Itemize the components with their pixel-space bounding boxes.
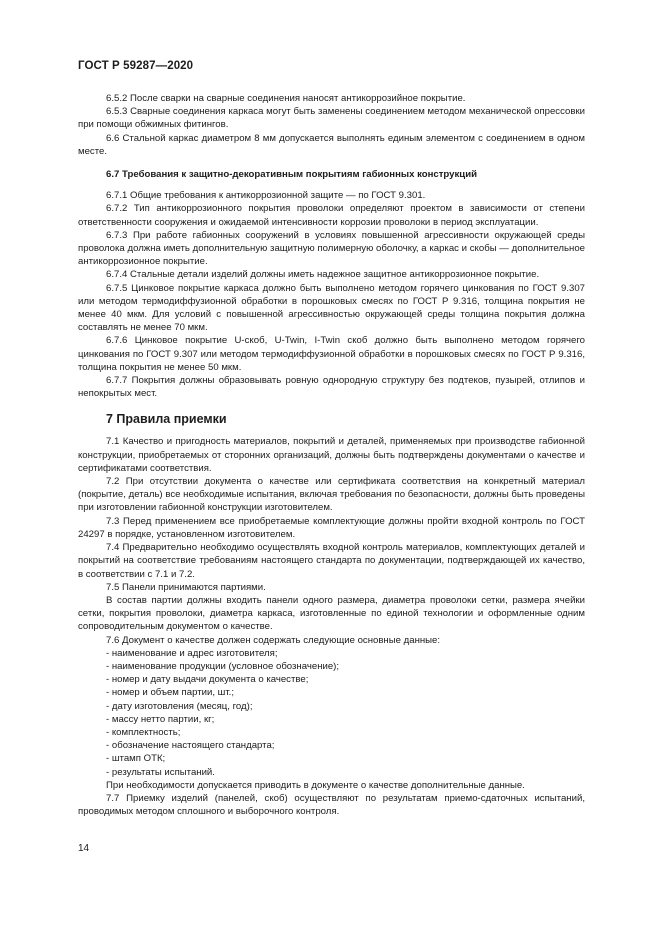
list-item: - номер и объем партии, шт.; bbox=[106, 687, 235, 699]
paragraph-6-7-6: 6.7.6 Цинковое покрытие U-скоб, U-Twin, I-Twin скоб должно быть выполнено методом горячего цинкования по ГОСТ 9.307 или методом термодиффузионной обработки в порошковых смесях по ГОСТ Р 9.316, толщина покрытия не менее 50 мкм. bbox=[78, 335, 585, 373]
paragraph-7-7: 7.7 Приемку изделий (панелей, скоб) осуществляют по результатам приемо-сдаточных испытаний, проводимых методом сплошного и выборочного контроля. bbox=[78, 792, 585, 818]
paragraph-6-7-5: 6.7.5 Цинковое покрытие каркаса должно быть выполнено методом горячего цинкования по ГОСТ 9.307 или методом термодиффузионной обработки в порошковых смесях по ГОСТ Р 9.316, толщина покрытия не менее 40 мкм. Для условий с повышенной агрессивностью окружающей среды толщина покрытия должна составлять не менее 70 мкм. bbox=[78, 282, 585, 334]
list-item: - обозначение настоящего стандарта; bbox=[106, 740, 275, 752]
page-number: 14 bbox=[78, 843, 90, 854]
paragraph-6-7-4: 6.7.4 Стальные детали изделий должны иметь надежное защитное антикоррозионное покрытие. bbox=[106, 269, 540, 281]
list-item: - штамп ОТК; bbox=[106, 753, 166, 765]
paragraph-6-5-3: 6.5.3 Сварные соединения каркаса могут быть заменены соединением методом механической опрессовки при помощи обжимных фитингов. bbox=[78, 106, 585, 131]
paragraph-6-5-2: 6.5.2 После сварки на сварные соединения наносят антикоррозийное покрытие. bbox=[106, 93, 466, 104]
list-item: - наименование и адрес изготовителя; bbox=[106, 647, 278, 659]
document-body bbox=[78, 92, 585, 818]
paragraph-6-6: 6.6 Стальной каркас диаметром 8 мм допускается выполнять единым элементом с соединением в одном месте. bbox=[78, 132, 585, 157]
list-item: - массу нетто партии, кг; bbox=[106, 713, 215, 725]
paragraph-7-6: 7.6 Документ о качестве должен содержать следующие основные данные: bbox=[106, 634, 441, 646]
quality-document-data-list bbox=[78, 647, 585, 779]
list-item: - номер и дату выдачи документа о качестве; bbox=[106, 674, 309, 686]
paragraph-6-7-1: 6.7.1 Общие требования к антикоррозионной защите — по ГОСТ 9.301. bbox=[106, 190, 426, 202]
paragraph-7-5: 7.5 Панели принимаются партиями. bbox=[106, 581, 266, 593]
paragraph-additional-data: При необходимости допускается приводить в документе о качестве дополнительные данные. bbox=[106, 779, 525, 791]
paragraph-7-4: 7.4 Предварительно необходимо осуществлять входной контроль материалов, комплектующих деталей и покрытий на соответствие требованиям настоящего стандарта по документации, подтверждающей их качество, в соответствии с 7.1 и 7.2. bbox=[78, 542, 585, 580]
paragraph-7-3: 7.3 Перед применением все приобретаемые комплектующие должны пройти входной контроль по ГОСТ 24297 в порядке, установленном изготовителем. bbox=[78, 515, 585, 540]
subsection-heading-6-7: 6.7 Требования к защитно-декоративным покрытиям габионных конструкций bbox=[106, 169, 477, 181]
list-item: - комплектность; bbox=[106, 726, 181, 738]
list-item: - дату изготовления (месяц, год); bbox=[106, 700, 253, 712]
section-heading-7: 7 Правила приемки bbox=[106, 412, 227, 427]
paragraph-7-1: 7.1 Качество и пригодность материалов, покрытий и деталей, применяемых при производстве габионной конструкции, приобретаемых от сторонних организаций, должны быть подтверждены документами о качестве и сертификатами соответствия. bbox=[78, 436, 585, 474]
paragraph-6-7-2: 6.7.2 Тип антикоррозионного покрытия проволоки определяют проектом в зависимости от степени ответственности сооружения и ожидаемой интенсивности коррозии проволоки в период эксплуатации. bbox=[78, 203, 585, 228]
paragraph-batch-composition: В состав партии должны входить панели одного размера, диаметра проволоки сетки, размера ячейки сетки, покрытия проволоки, диаметра каркаса, изготовленные по единой технологии и оформленные одним сопроводительным документом о качестве. bbox=[78, 594, 585, 633]
list-item: - результаты испытаний. bbox=[106, 766, 215, 778]
paragraph-7-2: 7.2 При отсутствии документа о качестве или сертификата соответствия на конкретный материал (покрытие, деталь) все необходимые испытания, включая требования по безопасности, должны быть проведены при изготовлении габионной конструкции изготовителем. bbox=[78, 476, 585, 514]
document-header-title: ГОСТ Р 59287—2020 bbox=[78, 60, 194, 72]
paragraph-6-7-3: 6.7.3 При работе габионных сооружений в условиях повышенной агрессивности окружающей среды проволока должна иметь дополнительную защитную полимерную оболочку, а каркас и скобы — дополнительное антикоррозионное покрытие. bbox=[78, 229, 585, 268]
list-item: - наименование продукции (условное обозначение); bbox=[106, 660, 340, 672]
paragraph-6-7-7: 6.7.7 Покрытия должны образовывать ровную однородную структуру без подтеков, пузырей, отлипов и непокрытых мест. bbox=[78, 375, 585, 400]
